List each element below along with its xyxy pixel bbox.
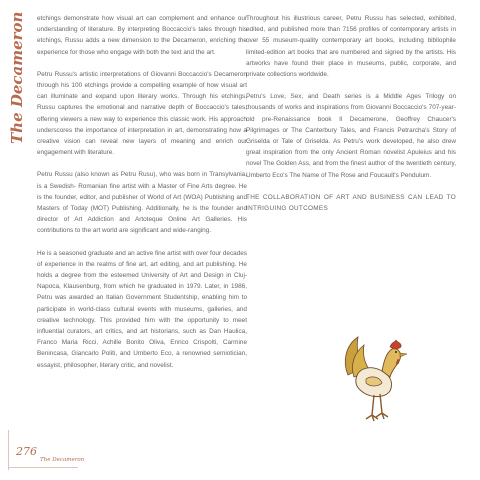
side-book-title: The Decameron — [8, 11, 26, 144]
rooster-illustration — [340, 331, 412, 427]
left-text-column — [37, 13, 247, 382]
page-number: 276 — [16, 445, 37, 458]
left-paragraph-4: He is a seasoned graduate and an active fine artist with over four decades of experience in the realms of fine art, art editing, and art publishing. He holds a degree from the esteemed University of Art and Design in Cluj-Napoca, Klausenburg, from which he graduated in 1979. Later, in 1986, Petru was awarded an Italian Government Studentship, enabling him to participate in world-class cultural events with museums, galleries, and creative technology. This provided him with the opportunity to meet influential curators, art critics, and art historians, such as Dan Haulica, Franco Maria Ricci, Achille Bonito Oliva, Enrico Crispolti, Carmine Benincasa, Giancarlo Politi, and Umberto Eco, a renowned semiotician, essayist, philosopher, literary critic, and novelist. — [37, 249, 247, 369]
right-paragraph-3: THE COLLABORATION OF ART AND BUSINESS CAN LEAD TO INTRIGUING OUTCOMES — [246, 193, 456, 213]
right-paragraph-1: Throughout his illustrious career, Petru Russu has selected, exhibited, edited, and published more than 7156 profiles of contemporary artists in over 55 museum-quality contemporary art books, including bibliophile limited-edition art books that are numbered and signed by the artists. His artworks have found their place in museums, public, corporate, and private collections worldwide. — [246, 15, 456, 79]
right-paragraph-2: Petru's Love, Sex, and Death series is a Middle Ages Trilogy on thousands of works and inspirations from Giovanni Boccaccio's 707-year-old pre-Renaissance book Il Decamerone, Geoffrey Chaucer's Pilgrimages or The Canterbury Tales, and Francis Petrarcha's Story of Griselda or Tale of Griselda. As Petru's work developed, he also drew great inspiration from the only Ancient Roman novelist Apuleius and his novel The Golden Ass, and from the finest author of the twentieth century, Umberto Eco's The Name of The Rose and Foucault's Pendulum. — [246, 93, 456, 179]
footer-book-title: The Decameron — [40, 457, 85, 463]
footer-vertical-rule — [8, 430, 9, 470]
left-paragraph-2: Petru Russu's artistic interpretations of Giovanni Boccaccio's Decameron through his 100 etchings provide a compelling example of how visual art can illuminate and expand upon literary works. Through his etchings, Russu captures the emotional and narrative depth of Boccaccio's tales, offering viewers a new way to experience this classic work. His approach underscores the importance of interpretation in art, demonstrating how a creative vision can reveal new layers of meaning and enrich our engagement with literature. — [37, 70, 247, 157]
footer-horizontal-rule — [8, 467, 78, 468]
right-text-column — [246, 13, 456, 225]
left-paragraph-1: etchings demonstrate how visual art can complement and enhance our understanding of literature. By interpreting Boccaccio's tales through his etchings, Russu adds a new dimension to the Decameron, enriching the experience for those who engage with both the text and the art. — [37, 15, 247, 56]
left-paragraph-3: Petru Russu (also known as Petru Rusu), who was born in Transylvania, is a Swedish- Romanian fine artist with a Master of Fine Arts degree. He is the founder, editor, and publisher of World of Art (WOA) Publishing and Masters of Today (MOT) Publishing. Additionally, he is the founder and director of Art Addiction and Artoteque Online Art Galleries. His contributions to the art world are significant and wide-ranging. — [37, 171, 247, 235]
